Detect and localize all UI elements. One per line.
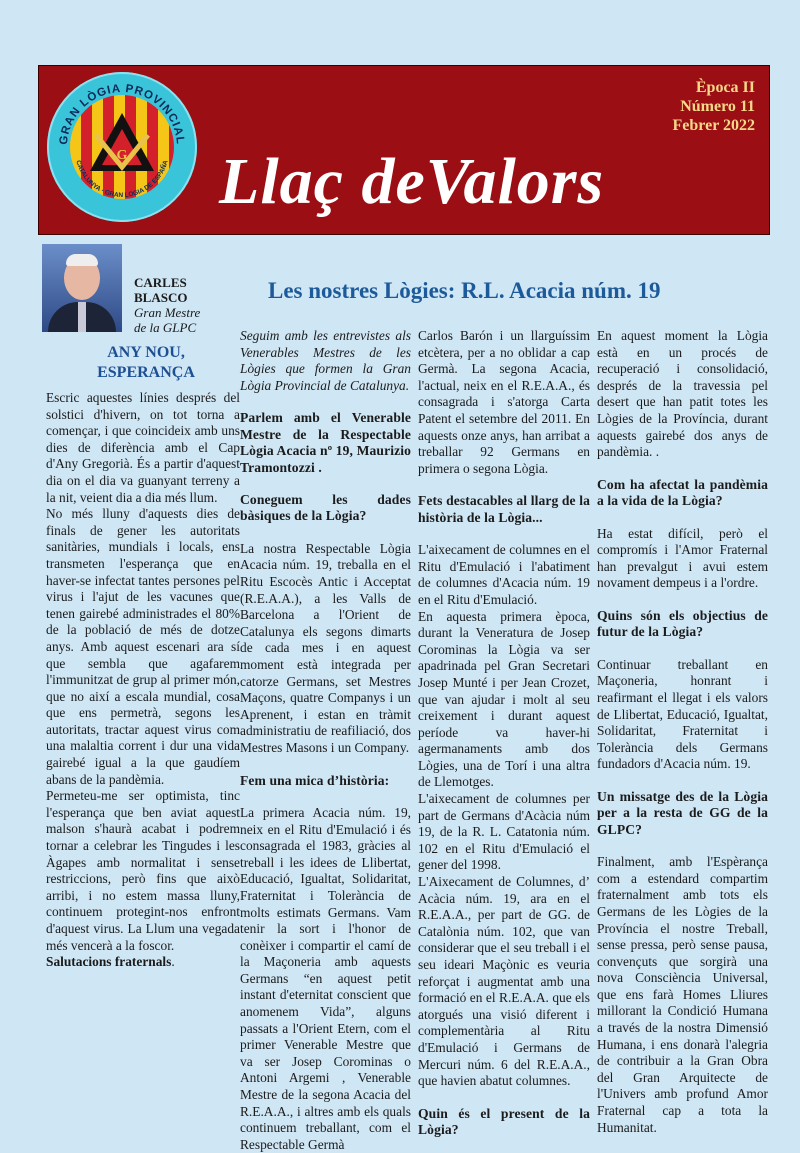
- question-4: Quin és el present de la Lògia?: [418, 1105, 590, 1138]
- left-title-line1: ANY NOU,: [107, 344, 185, 361]
- answer-2: La primera Acacia núm. 19, neix en el Ritu d'Emulació i és consagrada el 1983, gràcies al treball i les idees de Llibertat, Educació, Igualtat, Solidaritat, Fraternitat i Tolerància de molts estimats Germans. Vam tenir la sort i l'honor de conèixer i compartir el camí de la Maçoneria amb aquests Germans “en aquest petit instant d'eternitat conscient que anomenem Vida”, alguns passats a l'Orient Etern, com el primer Venerable Mestre que va ser Josep Corominas o Antoni Argemi , Venerable Mestre de la segona Acacia del R.E.A.A., i altres amb els quals continuem treballant, com el Respectable Germà: [240, 804, 411, 1152]
- left-paragraph-1: Escric aquestes línies després del solstici d'hivern, on tot torna a començar, i que coincideix amb uns dies de diferència amb el Cap d'Any Gregorià. És a partir d'aquest dia on el dia va guanyant terreny a la nit, veient dia a dia més llum.: [46, 390, 240, 505]
- photo-tie: [78, 302, 86, 332]
- left-closing: [46, 954, 240, 971]
- issue-info: [673, 78, 756, 135]
- column-4: [597, 328, 768, 1136]
- masthead-banner: [38, 65, 770, 235]
- newsletter-title: Llaç deValors: [219, 145, 605, 218]
- answer-6: Continuar treballant en Maçoneria, honrant i reafirmant el llegat i els valors de Llibertat, Educació, Igualtat, Solidaritat, Fraternitat i Tolerància dels Germans fundadors d'Acacia núm. 19.: [597, 656, 768, 772]
- svg-text:GRAN LÒGIA PROVINCIAL: [58, 83, 186, 145]
- question-5: Com ha afectat la pandèmia a la vida de la Lògia?: [597, 476, 768, 509]
- intro-bold: Parlem amb el Venerable Mestre de la Respectable Lògia Acacia nº 19, Maurizio Tramontozzi .: [240, 410, 411, 475]
- author-block: [134, 275, 200, 335]
- answer-3d: L'Aixecament de Columnes, d’ Acàcia núm. 19, ara en el R.E.A.A., per part de GG. de Catalònia núm. 102, que van considerar que el seu treball i el seu ideari Maçònic es veuria reforçat i augmentat amb una formació en el R.E.A.A. que els atorgués una visió diferent i complementària al Ritu d'Emulació i Germans de Mercuri núm. 6 del R.E.A.A., que havien abatut columnes.: [418, 874, 590, 1089]
- answer-3b: En aquesta primera època, durant la Veneratura de Josep Corominas la Lògia va ser apadrinada pel Gran Secretari Josep Munté i per Jean Crozet, que van ajudar i molt al seu creixement i durant aquest període va haver-hi agermanaments amb dos Lògies, una de Torí i una altra de Llemotges.: [418, 608, 590, 790]
- logo-text-bottom: CATALUNYA · GRAN LOGIA DE ESPAÑA: [74, 159, 170, 200]
- answer-4: En aquest moment la Lògia està en un procés de recuperació i consolidació, després de la travessia pel desert que han patit totes les Lògies de la Província, durant aquests gairebé dos anys de pandèmia. .: [597, 328, 768, 460]
- photo-hair: [66, 254, 98, 266]
- intro-text: Seguim amb les entrevistes als Venerables Mestres de les Lògies que formen la Gran Lògia Provincial de Catalunya.: [240, 328, 411, 393]
- column-2: [240, 328, 411, 1153]
- author-role-1: Gran Mestre: [134, 305, 201, 320]
- author-role-2: de la GLPC: [134, 320, 197, 335]
- answer-5: Ha estat difícil, però el compromís i l'Amor Fraternal han prevalgut i avui estem novament dempeus i a l'ordre.: [597, 525, 768, 591]
- logo-ring-text: [47, 72, 197, 222]
- closing-text: Salutacions fraternals: [46, 954, 172, 970]
- question-7: Un missatge des de la Lògia per a la resta de GG de la GLPC?: [597, 788, 768, 837]
- issue-epoca: Època II: [695, 79, 755, 96]
- issue-date: Febrer 2022: [672, 117, 755, 134]
- logo-text-top: GRAN LÒGIA PROVINCIAL: [57, 82, 187, 146]
- left-paragraph-2: No més lluny d'aquests dies de finals de gener les autoritats sanitàries, mundials i locals, ens transmeten l'esperança que en haver-se infectat tantes persones pel virus i l'ajut de les vacunes que tenen gairebé administrades el 80% de la població de més de dotze anys. Amb aquest escenari ara sí que sembla que agafarem l'immunitzat de grup al primer món, que no així a escala mundial, cosa que ens permetrà, segons les autoritats, tractar aquest virus com una malaltia corrent i dur una vida gairebé igual a la que gaudíem abans de la pandèmia.: [46, 506, 240, 787]
- column-3: [418, 328, 590, 1139]
- left-paragraph-3: Permeteu-me ser optimista, tinc l'esperança que ben aviat aquest malson s'haurà acabat i podrem tornar a celebrar les Tingudes i les Àgapes amb normalitat i sense restriccions, però fins que això arribi, i no estem massa lluny, continuem protegint-nos enfront d'aquest virus. La Llum una vegada més vencerà a la foscor.: [46, 788, 240, 953]
- answer-1: La nostra Respectable Lògia Acacia núm. 19, treballa en el Ritu Escocès Antic i Acceptat (R.E.A.A.), a les Valls de Barcelona a l'Orient de Catalunya els segons dimarts de cada mes i en aquest moment està integrada per catorze Germans, set Mestres Maçons, quatre Companys i un Aprenent, i estan en tràmit administratiu de reafiliació, dos Mestres Masons i un Company.: [240, 540, 411, 755]
- question-1: Coneguem les dades bàsiques de la Lògia?: [240, 492, 411, 524]
- question-6: Quins són els objectius de futur de la Lògia?: [597, 607, 768, 640]
- column-left: [46, 390, 240, 971]
- left-title-line2: ESPERANÇA: [97, 364, 195, 381]
- svg-text:G: G: [116, 148, 128, 163]
- answer-3a: L'aixecament de columnes en el Ritu d'Emulació i l'abatiment de columnes d'Acacia núm. 19 en el Ritu d'Emulació.: [418, 542, 590, 607]
- author-first-name: CARLES: [134, 275, 187, 290]
- lodge-logo: [47, 72, 197, 222]
- answer-2-continued: Carlos Barón i un llarguíssim etcètera, per a no oblidar a cap Germà. La segona Acacia, l'actual, neix en el R.E.A.A., és consagrada i s'atorga Carta Patent el setembre del 2011. En aquests onze anys, han arribat a treballar 92 Germans en primera o segona Lògia.: [418, 328, 590, 476]
- svg-text:CATALUNYA · GRAN LOGIA DE ESPA: [74, 159, 169, 199]
- question-2: Fem una mica d’història:: [240, 772, 390, 788]
- issue-number: Número 11: [680, 98, 755, 115]
- author-photo: [42, 244, 122, 332]
- question-3: Fets destacables al llarg de la història de la Lògia...: [418, 493, 590, 525]
- answer-3c: L'aixecament de columnes per part de Germans d'Acàcia núm 19, de la R. L. Catatonia núm. 102 en el Ritu d'Emulació el gener del 1998.: [418, 791, 590, 873]
- main-headline: Les nostres Lògies: R.L. Acacia núm. 19: [268, 278, 661, 303]
- closing-dot: .: [171, 954, 175, 970]
- left-article-title: [46, 343, 246, 383]
- author-last-name: BLASCO: [134, 290, 188, 305]
- answer-7: Finalment, amb l'Espèrança com a estendard compartim fraternalment amb tots els Germans de les Lògies de la Província el nostre Treball, sense pressa, però sense pausa, convençuts que sorgirà una nova Consciència Universal, que ens farà Homes Lliures millorant la Condició Humana a través de la nostra Dimensió Humana, i ens donarà l'alegria de contribuir a la Gran Obra del Gran Arquitecte de l'Univers amb profund Amor Fraternal cap a tota la Humanitat.: [597, 854, 768, 1135]
